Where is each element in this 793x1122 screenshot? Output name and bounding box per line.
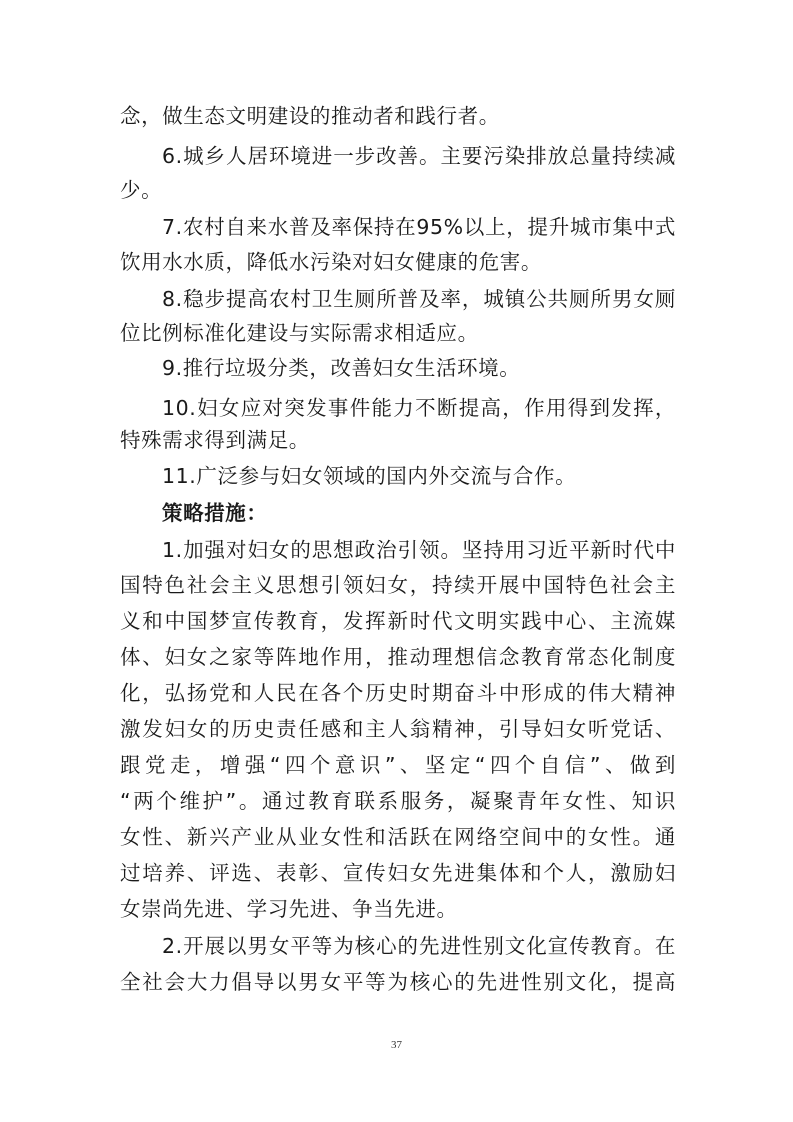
text-line: 跟党走，增强“四个意识”、坚定“四个自信”、做到 — [120, 753, 676, 777]
text-line: 女崇尚先进、学习先进、争当先进。 — [120, 897, 458, 921]
text-line: 化，弘扬党和人民在各个历史时期奋斗中形成的伟大精神 — [120, 681, 676, 705]
text-line: 11.广泛参与妇女领域的国内外交流与合作。 — [162, 464, 577, 488]
text-line: 8.稳步提高农村卫生厕所普及率，城镇公共厕所男女厕 — [162, 287, 676, 311]
text-line: 念，做生态文明建设的推动者和践行者。 — [120, 104, 500, 128]
text-line: 10.妇女应对突发事件能力不断提高，作用得到发挥， — [162, 396, 676, 420]
section-heading: 策略措施： — [162, 501, 268, 525]
text-line: 激发妇女的历史责任感和主人翁精神，引导妇女听党话、 — [120, 717, 676, 741]
text-line: 义和中国梦宣传教育，发挥新时代文明实践中心、主流媒 — [120, 609, 676, 633]
text-line: 9.推行垃圾分类，改善妇女生活环境。 — [162, 356, 521, 380]
text-line: 2.开展以男女平等为核心的先进性别文化宣传教育。在 — [162, 934, 676, 958]
page-number: 37 — [391, 1039, 402, 1051]
text-line: 国特色社会主义思想引领妇女，持续开展中国特色社会主 — [120, 573, 676, 597]
text-line: 过培养、评选、表彰、宣传妇女先进集体和个人，激励妇 — [120, 861, 676, 885]
text-line: 体、妇女之家等阵地作用，推动理想信念教育常态化制度 — [120, 645, 676, 669]
text-line: 7.农村自来水普及率保持在95%以上，提升城市集中式 — [162, 215, 676, 239]
text-line: “两个维护”。通过教育联系服务，凝聚青年女性、知识 — [120, 789, 676, 813]
text-line: 特殊需求得到满足。 — [120, 428, 310, 452]
text-line: 位比例标准化建设与实际需求相适应。 — [120, 321, 479, 345]
text-line: 少。 — [120, 178, 163, 202]
text-line: 全社会大力倡导以男女平等为核心的先进性别文化，提高 — [120, 970, 676, 994]
text-line: 女性、新兴产业从业女性和活跃在网络空间中的女性。通 — [120, 825, 676, 849]
text-line: 1.加强对妇女的思想政治引领。坚持用习近平新时代中 — [162, 538, 676, 562]
text-line: 6.城乡人居环境进一步改善。主要污染排放总量持续减 — [162, 144, 676, 168]
text-line: 饮用水水质，降低水污染对妇女健康的危害。 — [120, 250, 542, 274]
